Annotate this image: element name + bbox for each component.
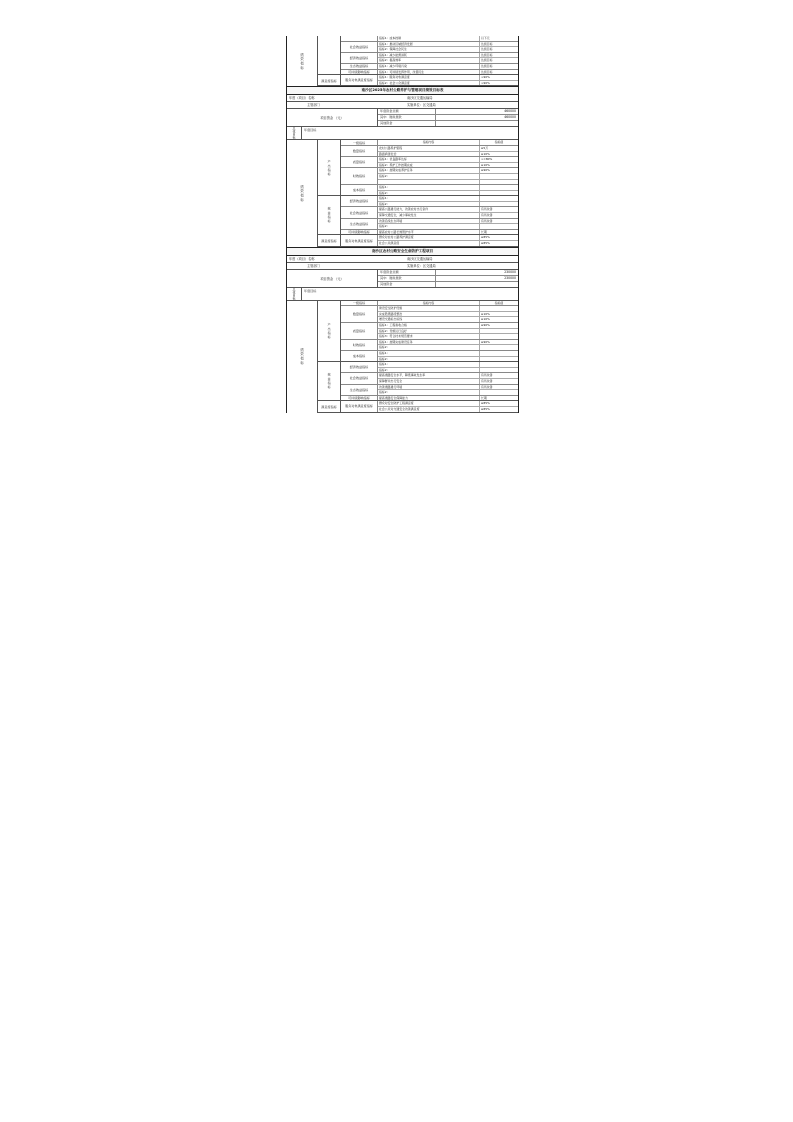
level2-label: 成本指标: [341, 185, 378, 195]
indicator-content: 路面病害处治: [378, 152, 480, 157]
indicator-content: 指标1：优良路率达标: [378, 157, 480, 162]
indicator-row: [378, 357, 518, 362]
indicator-content: 指标2：: [378, 202, 480, 207]
indicator-value: >90%: [481, 75, 490, 80]
fund-value: [436, 121, 518, 126]
level2-label: 经济效益指标: [341, 362, 378, 372]
level2-label: 经济效益指标: [341, 53, 378, 63]
performance-target-sheet: [286, 36, 519, 1085]
indicator-rows: [378, 70, 518, 75]
indicator-value: 长期: [481, 229, 487, 234]
indicator-row: [378, 396, 518, 401]
fund-value: [436, 282, 518, 287]
fund-rows: [378, 270, 518, 287]
indicator-content: 指标内容: [378, 301, 480, 306]
indicator-content: 指标2：: [378, 345, 480, 350]
level2-item: [341, 196, 518, 207]
indicator-content: 指标2：: [378, 224, 480, 229]
level2-item: [341, 235, 518, 245]
indicator-content: 指标2：: [378, 357, 480, 362]
indicator-row: [378, 70, 518, 75]
level2-item: [341, 42, 518, 53]
goal-label: 总体目标: [287, 288, 302, 300]
level2-label: 社会效益指标: [341, 42, 378, 52]
year-label: 年度（项目）名称: [289, 256, 315, 261]
indicator-group: [318, 140, 518, 196]
fund-section: [287, 270, 518, 288]
indicator-content: 指标1：服务对象满意度: [378, 75, 480, 80]
indicator-rows: [378, 75, 518, 85]
indicator-group: [318, 401, 518, 412]
indicator-value: ≥90%: [481, 323, 490, 327]
indicator-content: 改善沿线生态环境: [378, 219, 480, 224]
indicator-rows: [378, 207, 518, 217]
unit-label: 主管部门: [307, 263, 320, 268]
indicator-row: [378, 230, 518, 235]
level2-label: 生态效益指标: [341, 64, 378, 69]
indicator-rows: [378, 36, 518, 41]
level2-item: [341, 340, 518, 351]
indicator-content: 指标2：: [378, 390, 480, 395]
indicator-rows: [378, 53, 518, 63]
level2-item: [341, 157, 518, 168]
indicator-value: [480, 224, 518, 229]
indicator-row: [378, 152, 518, 157]
goal-text: 年度目标: [304, 128, 317, 133]
indicator-value: ≥90%: [481, 168, 490, 173]
indicator-value: [480, 368, 518, 373]
indicator-value: [480, 185, 518, 190]
indicator-value: 有所改善: [481, 373, 493, 378]
indicator-group: [318, 36, 518, 75]
indicator-value: 指标值: [494, 140, 504, 145]
fund-label: 项目资金 （元）: [287, 109, 378, 126]
level2-label: 数量指标: [341, 306, 378, 322]
indicator-rows: [378, 64, 518, 69]
level2-label: 经济效益指标: [341, 196, 378, 206]
indicator-value: 有所改善: [481, 384, 493, 389]
indicator-content: 群众对农村公路养护满意度: [378, 235, 480, 240]
indicator-group: [318, 362, 518, 401]
indicator-content: 保障交通安全，减少事故发生: [378, 213, 480, 218]
fund-item: 其中：财政拨款: [378, 276, 436, 281]
level2-list: [341, 401, 518, 411]
target-table: [286, 86, 519, 246]
indicator-value: [480, 334, 518, 339]
indicator-row: [378, 301, 518, 306]
level2-item: [341, 219, 518, 230]
indicator-content: 指标1：按期完成养护任务: [378, 168, 480, 173]
indicator-content: 指标2：养护工作按期完成: [378, 163, 480, 168]
indicator-rows: [378, 185, 518, 195]
indicator-value: 有所改善: [481, 218, 493, 223]
indicator-content: 指标2：: [378, 368, 480, 373]
indicator-content: 增设交通标志标线: [378, 317, 480, 322]
indicator-content: 指标1：按期完成建设任务: [378, 340, 480, 345]
indicator-value: ≥10%: [481, 151, 490, 156]
indicator-value: [480, 351, 518, 356]
level2-item: [341, 351, 518, 361]
indicator-group: [318, 196, 518, 235]
fund-item: 年度资金总额: [378, 270, 436, 275]
indicator-row: [378, 140, 518, 145]
indicator-content: 完成隐患路段整治: [378, 312, 480, 317]
target-table: [286, 36, 519, 86]
indicator-value: 达到目标: [481, 52, 493, 57]
fund-value: 460000: [504, 115, 516, 120]
indicator-rows: [378, 351, 518, 361]
indicator-row: [378, 58, 518, 63]
indicator-content: 指标2：: [378, 191, 480, 196]
level2-label: 成本指标: [341, 351, 378, 361]
indicator-body: [318, 140, 518, 246]
table-header-row: [287, 102, 518, 109]
indicator-rows: [378, 401, 518, 411]
level1-label: 产出指标: [318, 301, 341, 362]
level1-label: 产出指标: [318, 140, 341, 195]
indicator-content: 指标2：社会公众满意度: [378, 81, 480, 86]
indicator-row: [378, 368, 518, 373]
level2-label: 质量指标: [341, 323, 378, 339]
indicator-value: [480, 329, 518, 334]
indicator-group: [318, 235, 518, 246]
indicator-value: ≥5万: [481, 145, 489, 150]
indicator-value: ≥10%: [481, 311, 490, 316]
level2-label: 社会效益指标: [341, 207, 378, 217]
indicator-rows: [378, 219, 518, 229]
indicator-row: [378, 379, 518, 384]
indicator-value: 达到目标: [481, 41, 493, 46]
indicator-content: 保障群众出行安全: [378, 379, 480, 384]
indicator-rows: [378, 301, 518, 306]
fund-rows: [378, 109, 518, 126]
level2-label: 数量指标: [341, 146, 378, 156]
indicator-content: 农村公路养护里程: [378, 146, 480, 151]
dept-name: 南沙区交通运输局: [407, 256, 433, 261]
indicator-content: 社会公众满意度: [378, 241, 480, 246]
indicator-value: [480, 196, 518, 201]
level2-label: [341, 36, 378, 41]
indicator-content: 指标内容: [378, 140, 480, 145]
indicator-content: 指标1：推动区域经济发展: [378, 42, 480, 47]
indicator-row: [378, 81, 518, 86]
fund-value: 230000: [504, 275, 516, 280]
level2-item: [341, 75, 518, 85]
indicator-rows: [378, 140, 518, 145]
level2-item: [341, 185, 518, 195]
level2-label: 生态效益指标: [341, 385, 378, 395]
indicator-value: 有所改善: [481, 207, 493, 212]
indicator-content: 指标1：工程验收合格: [378, 323, 480, 328]
fund-item: 其他资金: [378, 282, 436, 287]
fund-row: [378, 282, 518, 287]
indicator-value: >=80%: [481, 157, 493, 162]
indicator-content: 群众对安全防护工程满意度: [378, 401, 480, 406]
indicator-content: 指标1：: [378, 196, 480, 201]
indicator-value: [480, 306, 518, 311]
level2-item: [341, 373, 518, 384]
unit-label: 主管部门: [307, 103, 320, 108]
level2-item: [341, 401, 518, 411]
level2-label: 服务对象满意度指标: [341, 75, 378, 85]
level2-item: [341, 146, 518, 157]
indicator-value: 达到目标: [481, 58, 493, 63]
indicator-value: ≥85%: [481, 235, 490, 240]
indicator-value: 达到目标: [481, 63, 493, 68]
indicator-row: [378, 202, 518, 207]
indicator-section: [287, 140, 518, 246]
level1-label: [318, 36, 341, 74]
indicator-content: 指标1：可持续发挥作用，改善民生: [378, 70, 480, 75]
indicator-main-label: 绩效指标: [287, 36, 318, 86]
level1-label: 效益指标: [318, 362, 341, 400]
level2-label: 质量指标: [341, 157, 378, 167]
indicator-value: ≥90%: [481, 339, 490, 344]
level2-label: 一级指标: [341, 140, 378, 145]
fund-value: 460000: [504, 109, 516, 114]
indicator-row: [378, 163, 518, 168]
indicator-value: ≥85%: [481, 401, 490, 406]
level2-list: [341, 196, 518, 234]
level2-label: 生态效益指标: [341, 219, 378, 229]
indicator-value: [480, 345, 518, 350]
indicator-value: 长期: [481, 395, 487, 400]
indicator-content: [378, 180, 480, 185]
indicator-row: [378, 64, 518, 69]
level2-item: [341, 385, 518, 396]
fund-label: 项目资金 （元）: [287, 270, 378, 287]
table-title: 南沙区2025年农村公路养护与管理项目绩效目标表: [287, 86, 518, 95]
level1-label: 效益指标: [318, 196, 341, 234]
indicator-section: [287, 301, 518, 413]
indicator-value: [480, 362, 518, 367]
indicator-value: 达到目标: [481, 69, 493, 74]
indicator-content: 指标1：减少能源消耗: [378, 53, 480, 58]
indicator-content: 提高道路安全保障能力: [378, 396, 480, 401]
level2-label: 社会效益指标: [341, 373, 378, 383]
indicator-group: [318, 75, 518, 86]
overall-goal: [287, 288, 518, 301]
indicator-value: 以下元: [481, 36, 490, 40]
level2-list: [341, 362, 518, 400]
indicator-value: ≥85%: [481, 406, 490, 411]
level2-label: 可持续影响指标: [341, 70, 378, 75]
indicator-rows: [378, 235, 518, 245]
indicator-rows: [378, 306, 518, 322]
level2-list: [341, 301, 518, 362]
table-header-row: [287, 95, 518, 102]
fund-row: [378, 121, 518, 126]
indicator-value: ≥10%: [481, 317, 490, 322]
indicator-value: ≥10%: [481, 162, 490, 167]
indicator-content: 指标1：: [378, 362, 480, 367]
indicator-main-label: 绩效指标: [287, 301, 318, 413]
target-table: [286, 247, 519, 413]
indicator-group: [318, 301, 518, 363]
indicator-content: 指标2：设施运行良好: [378, 329, 480, 334]
indicator-row: [378, 213, 518, 218]
table-title: 南沙区农村公路安全生命防护工程项目: [287, 247, 518, 256]
indicator-content: 指标2：保障社会民生: [378, 47, 480, 52]
indicator-value: [480, 390, 518, 395]
fund-item: 其他资金: [378, 121, 436, 126]
level2-item: [341, 230, 518, 235]
level2-list: [341, 235, 518, 245]
year-label: 年度（项目）名称: [289, 96, 315, 101]
level2-label: 服务对象满意度指标: [341, 401, 378, 411]
indicator-rows: [378, 362, 518, 372]
level2-label: 时效指标: [341, 168, 378, 184]
indicator-value: [480, 357, 518, 362]
indicator-row: [378, 390, 518, 395]
indicator-rows: [378, 157, 518, 167]
indicator-row: [378, 180, 518, 185]
indicator-row: [378, 317, 518, 322]
level2-item: [341, 362, 518, 373]
fund-value: 230000: [504, 269, 516, 274]
indicator-row: [378, 334, 518, 339]
indicator-row: [378, 407, 518, 412]
indicator-value: [480, 180, 518, 185]
level2-item: [341, 306, 518, 323]
indicator-content: 提高农村公路长效管护水平: [378, 230, 480, 235]
indicator-row: [378, 36, 518, 41]
indicator-rows: [378, 196, 518, 206]
indicator-value: [480, 174, 518, 179]
goal-label: 总体目标: [287, 127, 302, 139]
indicator-value: [480, 202, 518, 207]
indicator-content: 指标2：提高效率: [378, 58, 480, 63]
goal-text: 年度目标: [304, 288, 317, 293]
level2-item: [341, 323, 518, 340]
level2-list: [341, 36, 518, 74]
indicator-rows: [378, 396, 518, 401]
impl-label: 实施单位：区交通局: [407, 263, 436, 268]
fund-section: [287, 109, 518, 127]
indicator-rows: [378, 146, 518, 156]
indicator-row: [378, 47, 518, 52]
level2-list: [341, 75, 518, 85]
indicator-value: [480, 191, 518, 196]
indicator-content: 建设安全防护设施: [378, 306, 480, 311]
level2-label: 可持续影响指标: [341, 230, 378, 235]
indicator-content: 提高道路安全水平，降低事故发生率: [378, 373, 480, 378]
level2-item: [341, 396, 518, 401]
indicator-rows: [378, 323, 518, 339]
indicator-value: 达到目标: [481, 47, 493, 52]
indicator-rows: [378, 42, 518, 52]
indicator-content: 指标1：成本控制: [378, 36, 480, 41]
indicator-rows: [378, 373, 518, 383]
level2-item: [341, 168, 518, 185]
overall-goal: [287, 127, 518, 140]
indicator-row: [378, 241, 518, 246]
level2-item: [341, 70, 518, 75]
indicator-content: 指标1：减少环境污染: [378, 64, 480, 69]
indicator-value: 有所改善: [481, 213, 493, 218]
level1-label: 满意度指标: [318, 401, 341, 411]
indicator-rows: [378, 230, 518, 235]
indicator-value: >90%: [481, 80, 490, 85]
indicator-row: [378, 224, 518, 229]
indicator-value: 指标值: [494, 300, 504, 305]
level1-label: 满意度指标: [318, 235, 341, 245]
level2-label: 可持续影响指标: [341, 396, 378, 401]
fund-item: 年度资金总额: [378, 109, 436, 114]
indicator-section: [287, 36, 518, 86]
dept-name: 南沙区交通运输局: [407, 96, 433, 101]
indicator-rows: [378, 168, 518, 184]
indicator-content: 指标2：: [378, 174, 480, 179]
level2-label: 服务对象满意度指标: [341, 235, 378, 245]
indicator-row: [378, 191, 518, 196]
level2-list: [341, 140, 518, 195]
indicator-content: 改善道路通行环境: [378, 385, 480, 390]
indicator-value: ≥85%: [481, 241, 490, 246]
indicator-body: [318, 301, 518, 413]
indicator-content: 提高公路通行能力，改善农村出行条件: [378, 207, 480, 212]
indicator-rows: [378, 340, 518, 350]
level2-item: [341, 207, 518, 218]
indicator-rows: [378, 385, 518, 395]
indicator-row: [378, 345, 518, 350]
level2-label: 一级指标: [341, 301, 378, 306]
level2-label: 时效指标: [341, 340, 378, 350]
indicator-content: 指标3：符合技术规范要求: [378, 334, 480, 339]
impl-label: 实施单位：区交通局: [407, 103, 436, 108]
indicator-content: 指标1：: [378, 185, 480, 190]
fund-item: 其中：财政拨款: [378, 115, 436, 120]
indicator-content: 社会公众对交通安全改善满意度: [378, 407, 480, 412]
level2-item: [341, 53, 518, 64]
table-header-row: [287, 256, 518, 263]
indicator-main-label: 绩效指标: [287, 140, 318, 246]
table-header-row: [287, 263, 518, 270]
level1-label: 满意度指标: [318, 75, 341, 85]
indicator-value: 有所改善: [481, 378, 493, 383]
indicator-content: 指标1：: [378, 351, 480, 356]
indicator-body: [318, 36, 518, 86]
